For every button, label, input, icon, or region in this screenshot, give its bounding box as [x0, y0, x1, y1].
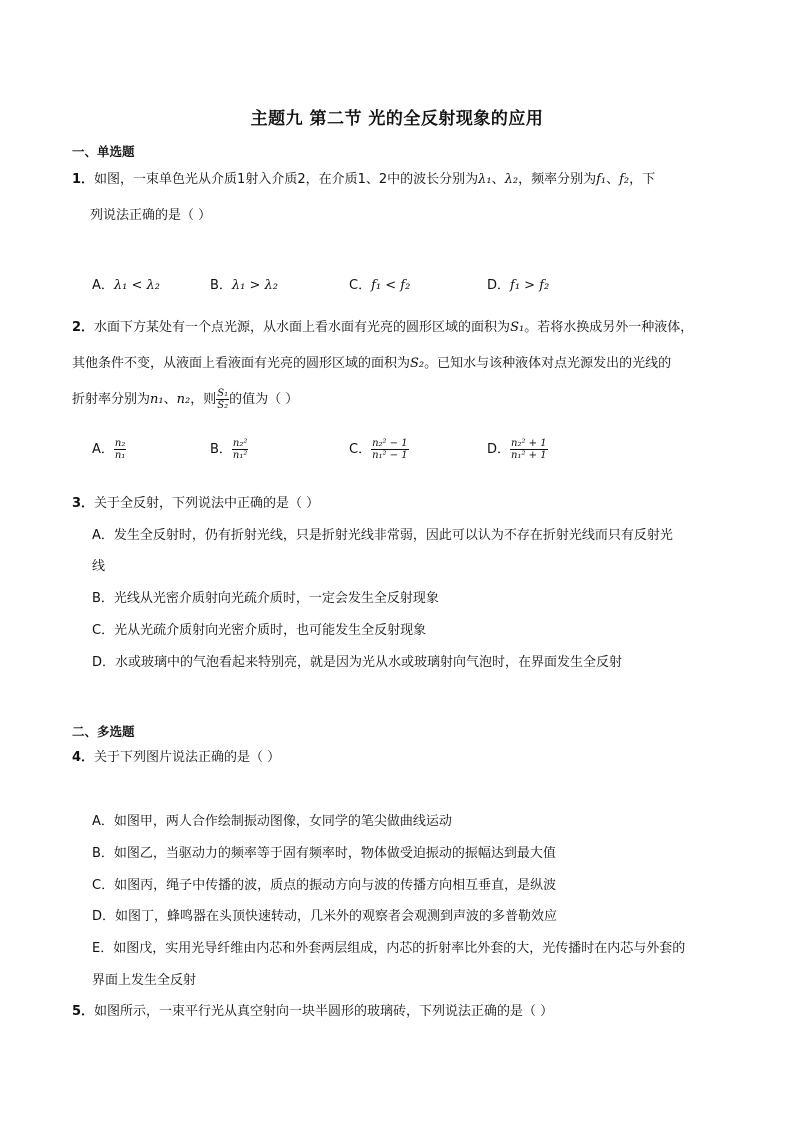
question-2-number: 2． — [72, 320, 95, 335]
question-2-text-f: ，则 — [190, 392, 217, 407]
question-2-text: 水面下方某处有一个点光源，从水面上看水面有光亮的圆形区域的面积为 — [94, 320, 511, 335]
question-4-option-a: A．如图甲，两人合作绘制振动图像，女同学的笔尖做曲线运动 — [92, 814, 452, 829]
page-title: 主题九 第二节 光的全反射现象的应用 — [250, 109, 544, 129]
question-4-option-c: C．如图丙，绳子中传播的波，质点的振动方向与波的传播方向相互垂直，是纵波 — [92, 878, 557, 893]
symbol-f-1: f₁ — [596, 172, 607, 187]
question-5-text: 如图所示，一束平行光从真空射向一块半圆形的玻璃砖，下列说法正确的是（ ） — [94, 1004, 554, 1019]
question-3-text: 关于全反射，下列说法中正确的是（ ） — [94, 496, 320, 511]
option-fraction — [114, 438, 126, 461]
separator: 、 — [163, 392, 177, 407]
question-4-number: 4． — [72, 750, 95, 765]
question-3-option-a-cont: 线 — [92, 559, 106, 574]
option-label: C． — [349, 442, 372, 457]
question-3-option-c: C．光从光疏介质射向光密介质时，也可能发生全反射现象 — [92, 623, 427, 638]
question-1-text: 如图，一束单色光从介质1射入介质2，在介质1、2中的波长分别为 — [94, 172, 479, 187]
question-2-option-b — [210, 438, 248, 461]
question-5-number: 5． — [72, 1004, 95, 1019]
question-1-option-b — [210, 276, 278, 296]
option-label: B． — [210, 442, 232, 457]
section-heading-multiple-choice: 二、多选题 — [72, 724, 135, 739]
question-3-number: 3． — [72, 496, 95, 511]
fraction-denominator: n₁ — [114, 450, 126, 461]
question-2-line-3 — [72, 388, 298, 411]
question-1-text-c: ，下 — [629, 172, 656, 187]
question-2-text-e: 折射率分别为 — [72, 392, 151, 407]
question-3-stem — [72, 494, 319, 514]
fraction-denominator: S₂ — [217, 400, 229, 411]
question-1-number: 1． — [72, 172, 95, 187]
separator: 、 — [606, 172, 620, 187]
question-2-option-c — [349, 438, 409, 461]
symbol-n-1: n₁ — [150, 392, 164, 407]
question-2-line-2 — [72, 354, 671, 374]
question-1-option-d — [487, 276, 549, 296]
question-3-option-d: D．水或玻璃中的气泡看起来特别亮，就是因为光从水或玻璃射向气泡时，在界面发生全反射 — [92, 655, 623, 670]
fraction-numerator: n₂² — [232, 438, 248, 449]
symbol-lambda-2: λ₂ — [504, 172, 519, 187]
option-fraction — [232, 438, 248, 461]
option-fraction — [510, 438, 548, 461]
question-5-stem — [72, 1002, 553, 1022]
question-2-option-a — [92, 438, 126, 461]
question-4-option-d: D．如图丁，蜂鸣器在头顶快速转动，几米外的观察者会观测到声波的多普勒效应 — [92, 909, 558, 924]
fraction-denominator: n₁² — [232, 450, 248, 461]
option-math: f₁ > f₂ — [510, 278, 550, 293]
question-2-text-c: 其他条件不变，从液面上看液面有光亮的圆形区域的面积为 — [72, 356, 411, 371]
option-label: A． — [92, 442, 114, 457]
separator: 、 — [491, 172, 505, 187]
question-1-text-b: ，频率分别为 — [518, 172, 597, 187]
symbol-lambda-1: λ₁ — [478, 172, 492, 187]
option-label: D． — [487, 442, 511, 457]
question-1-option-c — [349, 276, 410, 296]
question-4-option-e-cont: 界面上发生全反射 — [92, 973, 197, 988]
question-2-option-d — [487, 438, 548, 461]
question-1-line-2: 列说法正确的是（ ） — [90, 208, 212, 223]
question-3-option-a: A．发生全反射时，仍有折射光线，只是折射光线非常弱，因此可以认为不存在折射光线而只有反射光 — [92, 528, 673, 543]
question-1-line-1 — [72, 170, 655, 190]
question-2-line-1 — [72, 318, 693, 338]
fraction-numerator: n₂² − 1 — [372, 438, 408, 449]
symbol-n-2: n₂ — [176, 392, 191, 407]
fraction-s1-over-s2 — [216, 388, 229, 411]
question-2-text-b: 。若将水换成另外一种液体， — [524, 320, 694, 335]
fraction-numerator: n₂ — [114, 438, 126, 449]
question-4-option-e: E．如图戊，实用光导纤维由内芯和外套两层组成，内芯的折射率比外套的大，光传播时在内芯与外套的 — [92, 941, 686, 956]
fraction-numerator: n₂² + 1 — [511, 438, 547, 449]
question-2-text-g: 的值为（ ） — [229, 392, 299, 407]
option-label: A． — [92, 278, 114, 293]
fraction-denominator: n₁² − 1 — [372, 450, 408, 461]
question-4-option-b: B．如图乙，当驱动力的频率等于固有频率时，物体做受迫振动的振幅达到最大值 — [92, 846, 556, 861]
question-1-option-a — [92, 276, 160, 296]
fraction-numerator: S₁ — [217, 388, 229, 399]
option-math: λ₁ < λ₂ — [113, 278, 160, 293]
option-fraction — [371, 438, 409, 461]
option-label: D． — [487, 278, 511, 293]
option-label: C． — [349, 278, 372, 293]
question-3-option-b: B．光线从光密介质射向光疏介质时，一定会发生全反射现象 — [92, 591, 439, 606]
symbol-s-1: S₁ — [510, 320, 525, 335]
option-math: f₁ < f₂ — [371, 278, 411, 293]
section-heading-single-choice: 一、单选题 — [72, 144, 135, 159]
option-label: B． — [210, 278, 232, 293]
fraction-denominator: n₁² + 1 — [511, 450, 547, 461]
question-4-text: 关于下列图片说法正确的是（ ） — [94, 750, 281, 765]
option-math: λ₁ > λ₂ — [231, 278, 278, 293]
symbol-s-2: S₂ — [410, 356, 425, 371]
question-2-text-d: 。已知水与该种液体对点光源发出的光线的 — [424, 356, 672, 371]
question-4-stem — [72, 748, 280, 768]
symbol-f-2: f₂ — [619, 172, 630, 187]
